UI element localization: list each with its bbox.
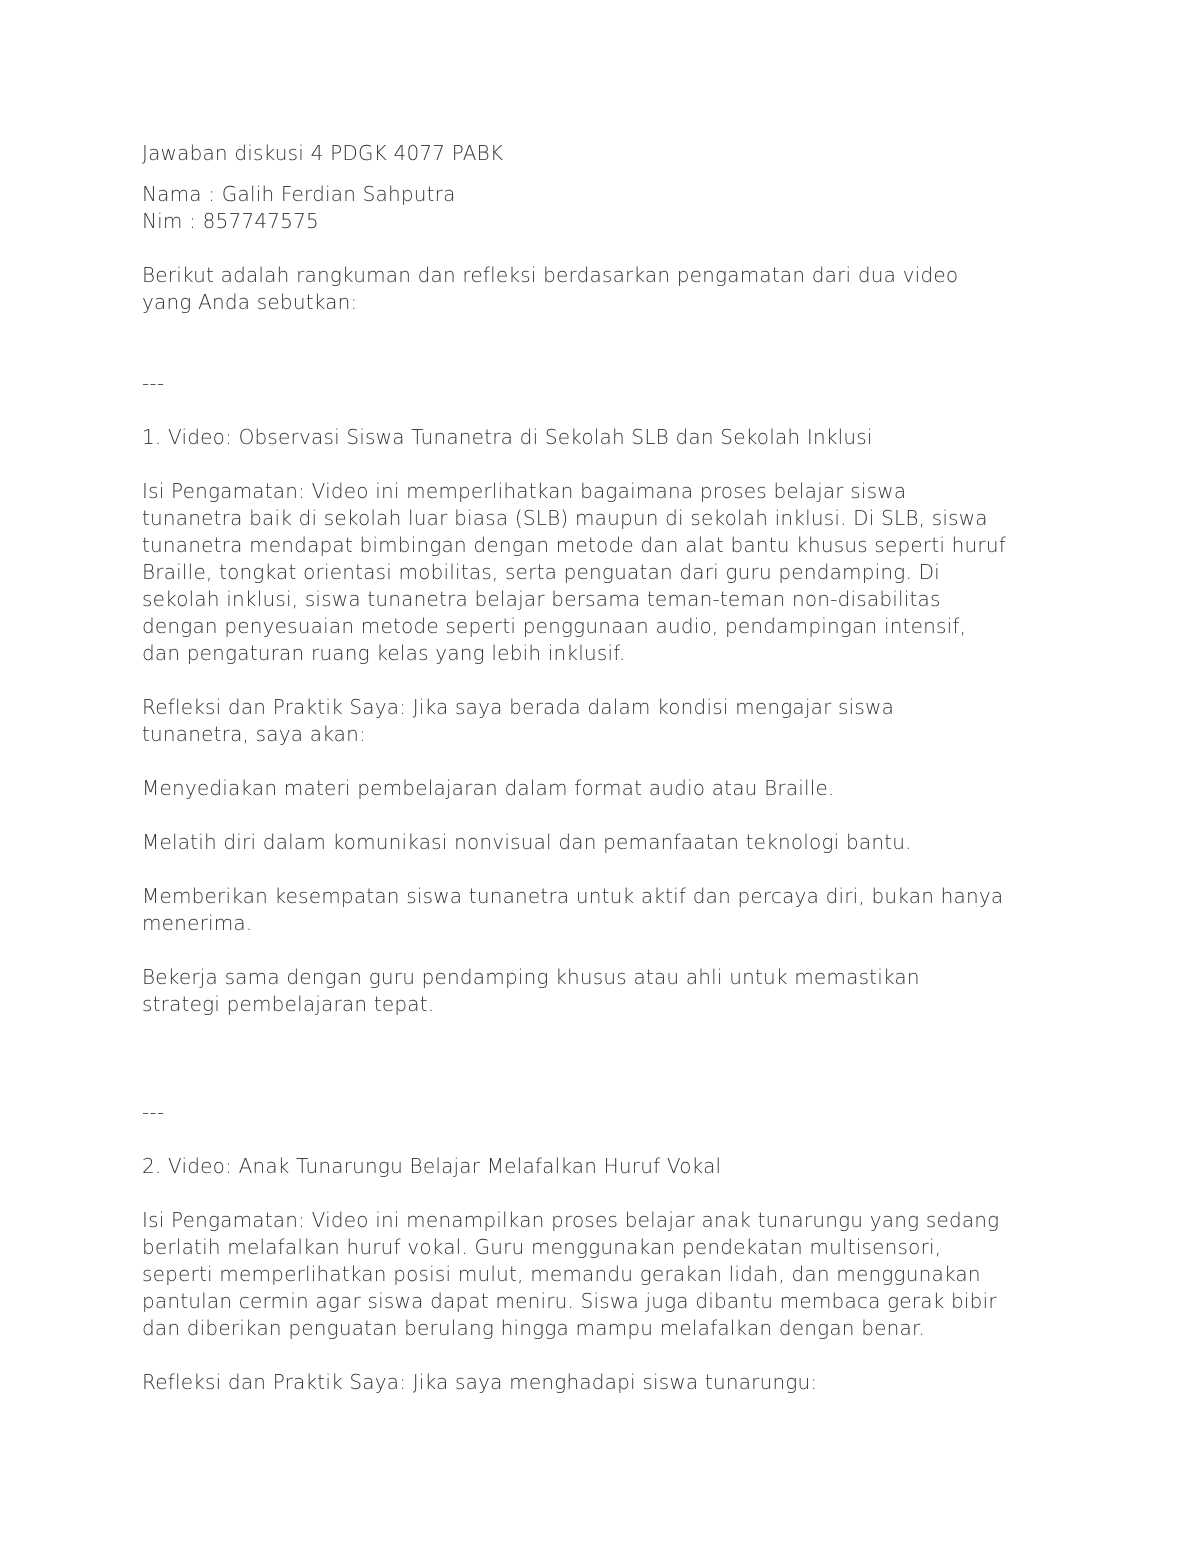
text-line: Braille, tongkat orientasi mobilitas, serta penguatan dari guru pendamping. Di — [142, 560, 940, 584]
section-1 — [142, 424, 1072, 1018]
practice-point — [142, 964, 1072, 1018]
separator: --- — [142, 371, 165, 395]
text-line: menerima. — [142, 911, 253, 935]
document-title: Jawaban diskusi 4 PDGK 4077 PABK — [142, 141, 504, 165]
observation-paragraph — [142, 1207, 1072, 1342]
text-line: yang Anda sebutkan: — [142, 290, 358, 314]
text-line: berlatih melafalkan huruf vokal. Guru menggunakan pendekatan multisensori, — [142, 1235, 942, 1259]
text-line: Isi Pengamatan: Video ini menampilkan proses belajar anak tunarungu yang sedang — [142, 1208, 1000, 1232]
separator: --- — [142, 1100, 165, 1124]
practice-point: Menyediakan materi pembelajaran dalam format audio atau Braille. — [142, 776, 835, 800]
observation-paragraph — [142, 478, 1072, 667]
text-line: strategi pembelajaran tepat. — [142, 992, 435, 1016]
text-line: Berikut adalah rangkuman dan refleksi berdasarkan pengamatan dari dua video — [142, 263, 959, 287]
practice-point: Melatih diri dalam komunikasi nonvisual dan pemanfaatan teknologi bantu. — [142, 830, 912, 854]
student-name: Nama : Galih Ferdian Sahputra — [142, 182, 456, 206]
document-page — [142, 140, 1072, 1396]
text-line: seperti memperlihatkan posisi mulut, memandu gerakan lidah, dan menggunakan — [142, 1262, 981, 1286]
text-line: dan pengaturan ruang kelas yang lebih inklusif. — [142, 641, 626, 665]
text-line: Isi Pengamatan: Video ini memperlihatkan bagaimana proses belajar siswa — [142, 479, 907, 503]
text-line: dan diberikan penguatan berulang hingga mampu melafalkan dengan benar. — [142, 1316, 926, 1340]
section-heading: 2. Video: Anak Tunarungu Belajar Melafalkan Huruf Vokal — [142, 1154, 722, 1178]
text-line: pantulan cermin agar siswa dapat meniru. Siswa juga dibantu membaca gerak bibir — [142, 1289, 997, 1313]
section-2 — [142, 1153, 1072, 1396]
reflection-paragraph: Refleksi dan Praktik Saya: Jika saya menghadapi siswa tunarungu: — [142, 1370, 818, 1394]
section-heading: 1. Video: Observasi Siswa Tunanetra di Sekolah SLB dan Sekolah Inklusi — [142, 425, 873, 449]
reflection-paragraph — [142, 694, 1072, 748]
practice-point — [142, 883, 1072, 937]
student-nim: Nim : 857747575 — [142, 209, 319, 233]
text-line: tunanetra mendapat bimbingan dengan metode dan alat bantu khusus seperti huruf — [142, 533, 1006, 557]
text-line: tunanetra baik di sekolah luar biasa (SLB) maupun di sekolah inklusi. Di SLB, siswa — [142, 506, 988, 530]
text-line: Memberikan kesempatan siswa tunanetra untuk aktif dan percaya diri, bukan hanya — [142, 884, 1004, 908]
text-line: dengan penyesuaian metode seperti penggunaan audio, pendampingan intensif, — [142, 614, 967, 638]
text-line: Bekerja sama dengan guru pendamping khusus atau ahli untuk memastikan — [142, 965, 920, 989]
text-line: tunanetra, saya akan: — [142, 722, 366, 746]
intro-paragraph — [142, 262, 1072, 316]
text-line: sekolah inklusi, siswa tunanetra belajar bersama teman-teman non-disabilitas — [142, 587, 941, 611]
text-line: Refleksi dan Praktik Saya: Jika saya berada dalam kondisi mengajar siswa — [142, 695, 895, 719]
